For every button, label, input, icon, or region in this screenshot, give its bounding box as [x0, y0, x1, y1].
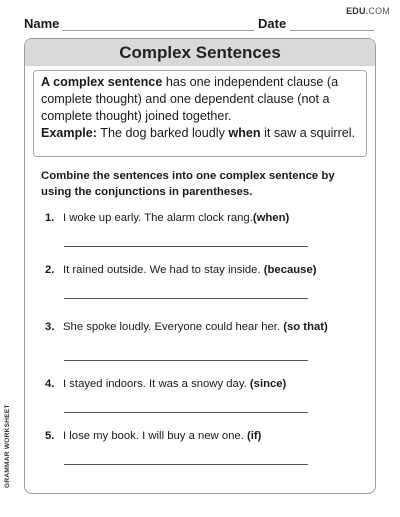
answer-line-2[interactable] — [64, 298, 308, 299]
side-label: GRAMMAR WORKSHEET — [4, 404, 11, 488]
question-3 — [45, 320, 328, 334]
definition-text: has one independent clause (a complete thought) and one dependent clause (not a complete thought) joined together. — [41, 75, 339, 123]
question-1 — [45, 211, 289, 225]
header-row — [24, 14, 374, 34]
answer-line-4[interactable] — [64, 412, 308, 413]
example-conjunction: when — [228, 126, 261, 140]
question-conjunction: (since) — [249, 378, 287, 390]
question-number: 5. — [45, 430, 55, 442]
question-number: 2. — [45, 264, 55, 276]
question-number: 4. — [45, 378, 55, 390]
question-5 — [45, 429, 261, 443]
worksheet-title: Complex Sentences — [25, 39, 375, 66]
question-conjunction: (if) — [246, 430, 262, 442]
question-text: I woke up early. The alarm clock rang. — [63, 212, 253, 224]
question-conjunction: (so that) — [283, 321, 328, 333]
question-conjunction: (when) — [252, 212, 290, 224]
brand-suffix: COM — [368, 6, 390, 16]
date-label: Date — [258, 16, 287, 31]
question-2 — [45, 263, 317, 277]
question-4 — [45, 377, 286, 391]
answer-line-5[interactable] — [64, 464, 308, 465]
example-after: it saw a squirrel. — [260, 126, 356, 140]
date-field[interactable] — [290, 30, 374, 31]
instructions: Combine the sentences into one complex sentence by using the conjunctions in parentheses. — [41, 170, 335, 198]
question-text: It rained outside. We had to stay inside. — [63, 264, 264, 276]
question-text: She spoke loudly. Everyone could hear her. — [63, 321, 284, 333]
definition-box — [33, 70, 367, 157]
example-before: The dog barked loudly — [97, 126, 229, 140]
answer-line-3[interactable] — [64, 360, 308, 361]
worksheet-card — [24, 38, 376, 494]
question-conjunction: (because) — [263, 264, 317, 276]
answer-line-1[interactable] — [64, 246, 308, 247]
definition-term: A complex sentence — [41, 75, 163, 89]
question-text: I lose my book. I will buy a new one. — [63, 430, 247, 442]
question-number: 3. — [45, 321, 55, 333]
question-number: 1. — [45, 212, 55, 224]
name-field[interactable] — [62, 30, 254, 31]
example-label: Example: — [41, 126, 97, 140]
question-text: I stayed indoors. It was a snowy day. — [63, 378, 250, 390]
brand-main: EDU. — [346, 6, 369, 16]
name-label: Name — [24, 16, 60, 31]
